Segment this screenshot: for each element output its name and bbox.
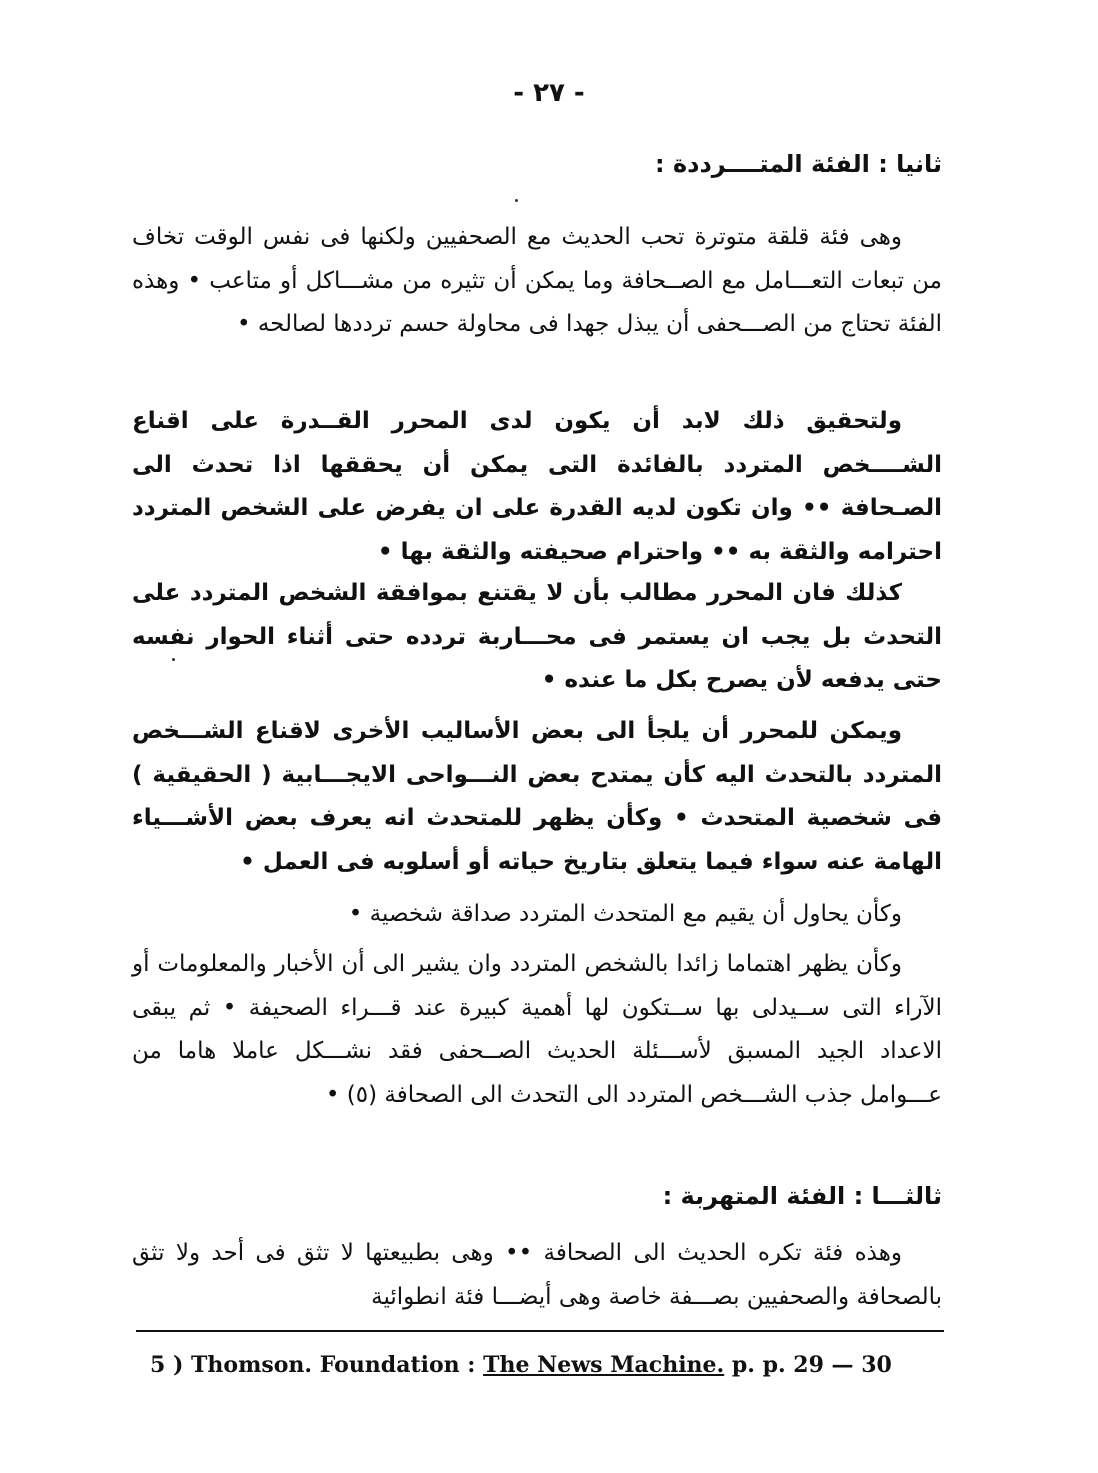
footnote-prefix: 5 ) Thomson. Foundation :	[150, 1352, 484, 1378]
paragraph-6: وكأن يظهر اهتماما زائدا بالشخص المتردد وان يشير الى أن الأخبار والمعلومات أو الآراء التى ســيدلى بها ســتكون لها أهمية كبيرة عند قـــراء الصحيفة • ثم يبقى الاعداد الجيد المسبق لأســـئلة الحديث الصــحفى فقد نشـــكل عاملا هاما من عـــوامل جذب الشـــخص المتردد الى التحدث الى الصحافة (٥) •	[132, 951, 942, 1108]
footnote-book-title: The News Machine.	[483, 1352, 725, 1378]
paragraph-1: وهى فئة قلقة متوترة تحب الحديث مع الصحفيين ولكنها فى نفس الوقت تخاف من تبعات التعـــامل مع الصــحافة وما يمكن أن تثيره من مشـــاكل أو متاعب • وهذه الفئة تحتاج من الصـــحفى أن يبذل جهدا فى محاولة حسم ترددها لصالحه •	[132, 224, 942, 337]
paragraph-7: وهذه فئة تكره الحديث الى الصحافة •• وهى بطبيعتها لا تثق فى أحد ولا تثق بالصحافة والصحفيين بصـــفة خاصة وهى أيضـــا فئة انطوائية	[132, 1240, 942, 1310]
paragraph-5: وكأن يحاول أن يقيم مع المتحدث المتردد صداقة شخصية •	[348, 901, 902, 927]
section-heading-evasive: ثالثـــا : الفئة المتهربة :	[662, 1182, 942, 1210]
footnote-pages: p. p. 29 — 30	[724, 1352, 892, 1378]
paragraph-2: ولتحقيق ذلك لابد أن يكون لدى المحرر القــدرة على اقناع الشــــخص المتردد بالفائدة التى يمكن أن يحققها اذا تحدث الى الصـحافة •• وان تكون لديه القدرة على ان يفرض على الشخص المتردد احترامه والثقة به •• واحترام صحيفته والثقة بها •	[132, 408, 942, 565]
section-heading-hesitant: ثانيا : الفئة المتــــرددة :	[655, 150, 942, 178]
paragraph-4: ويمكن للمحرر أن يلجأ الى بعض الأساليب الأخرى لاقناع الشـــخص المتردد بالتحدث اليه كأن يمتدح بعض النـــواحى الايجـــابية ( الحقيقية ) فى شخصية المتحدث • وكأن يظهر للمتحدث انه يعرف بعض الأشـــياء الهامة عنه سواء فيما يتعلق بتاريخ حياته أو أسلوبه فى العمل •	[132, 718, 942, 875]
scan-speck	[172, 658, 175, 661]
page-number: - ٢٧ -	[513, 78, 585, 108]
paragraph-3: كذلك فان المحرر مطالب بأن لا يقتنع بموافقة الشخص المتردد على التحدث بل يجب ان يستمر فى محـــاربة تردده حتى أثناء الحوار نفسه حتى يدفعه لأن يصرح بكل ما عنده •	[132, 580, 942, 693]
footnote	[150, 1352, 940, 1378]
footnote-divider	[136, 1330, 944, 1332]
scan-speck	[515, 199, 518, 202]
